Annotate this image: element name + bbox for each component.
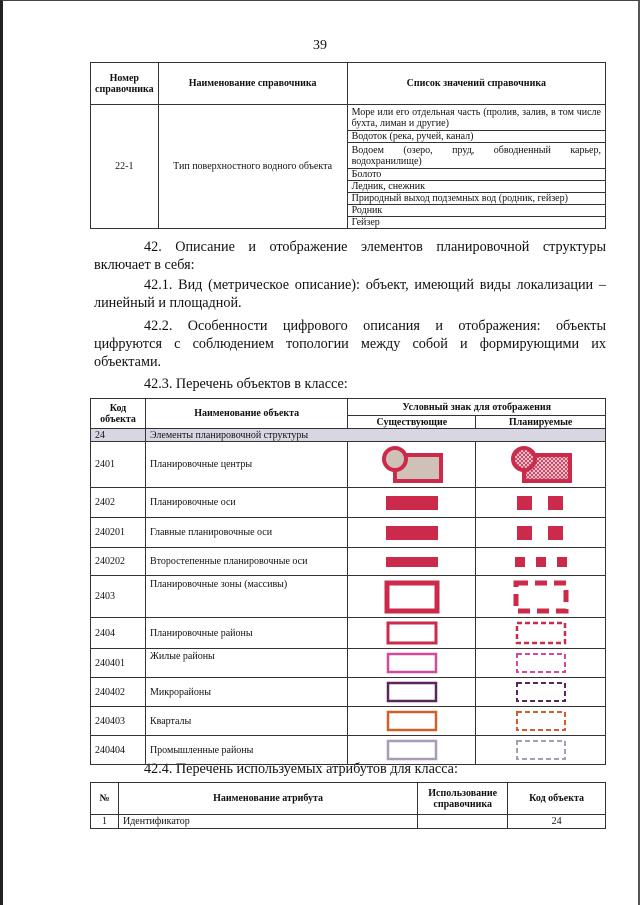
header-attr-name: Наименование атрибута — [118, 783, 417, 815]
symbol-planned — [476, 649, 606, 678]
paragraph-42-3: 42.3. Перечень объектов в классе: — [144, 376, 348, 392]
object-name: Планировочные центры — [145, 442, 347, 488]
object-code: 2404 — [91, 618, 146, 649]
symbol-existing — [348, 488, 476, 518]
object-name: Планировочные районы — [145, 618, 347, 649]
planning-center-existing-symbol — [377, 445, 447, 485]
object-name: Кварталы — [145, 707, 347, 736]
object-code: 240402 — [91, 678, 146, 707]
header-symbol: Условный знак для отображения — [348, 399, 606, 416]
attr-name: Идентификатор — [118, 815, 417, 829]
object-code: 240403 — [91, 707, 146, 736]
paragraph-42-1: 42.1. Вид (метрическое описание): объект, имеющий виды локализации – линейный и площадной. — [94, 277, 606, 311]
axis-existing-symbol — [382, 493, 442, 513]
header-existing: Существующие — [348, 416, 476, 429]
reference-table — [90, 62, 606, 229]
header-attr-code: Код объекта — [508, 783, 606, 815]
symbol-planned — [476, 707, 606, 736]
axis-planned-symbol — [511, 493, 571, 513]
object-name: Жилые районы — [145, 649, 347, 678]
residential-planned-symbol — [513, 651, 569, 675]
symbol-existing — [348, 518, 476, 548]
attributes-table — [90, 782, 606, 829]
district-existing-symbol — [384, 620, 440, 646]
symbol-existing — [348, 649, 476, 678]
header-attr-num: № — [91, 783, 119, 815]
zone-existing-symbol — [382, 579, 442, 615]
header-attr-usage: Использование справочника — [418, 783, 508, 815]
paragraph-42: 42. Описание и отображение элементов планировочной структуры включает в себя: — [94, 239, 606, 273]
header-planned: Планируемые — [476, 416, 606, 429]
attr-num: 1 — [91, 815, 119, 829]
microdistrict-existing-symbol — [384, 680, 440, 704]
symbol-planned — [476, 442, 606, 488]
object-code: 240201 — [91, 518, 146, 548]
symbol-existing — [348, 678, 476, 707]
symbol-planned — [476, 518, 606, 548]
object-name: Микрорайоны — [145, 678, 347, 707]
district-planned-symbol — [513, 620, 569, 646]
ref-value: Ледник, снежник — [347, 181, 605, 193]
microdistrict-planned-symbol — [513, 680, 569, 704]
quarter-existing-symbol — [384, 709, 440, 733]
object-code: 2402 — [91, 488, 146, 518]
object-name: Второстепенные планировочные оси — [145, 548, 347, 576]
group-name: Элементы планировочной структуры — [145, 429, 605, 442]
planning-center-planned-symbol — [506, 445, 576, 485]
secondary-axis-planned-symbol — [511, 553, 571, 571]
symbol-planned — [476, 618, 606, 649]
header-ref-values: Список значений справочника — [347, 63, 605, 105]
symbol-existing — [348, 736, 476, 765]
object-code: 2401 — [91, 442, 146, 488]
main-axis-existing-symbol — [382, 523, 442, 543]
secondary-axis-existing-symbol — [382, 553, 442, 571]
symbol-planned — [476, 576, 606, 618]
object-name: Планировочные зоны (массивы) — [145, 576, 347, 618]
symbol-existing — [348, 442, 476, 488]
main-axis-planned-symbol — [511, 523, 571, 543]
ref-value: Водоем (озеро, пруд, обводненный карьер, водохранилище) — [347, 143, 605, 169]
ref-name: Тип поверхностного водного объекта — [158, 105, 347, 229]
object-name: Планировочные оси — [145, 488, 347, 518]
symbol-existing — [348, 618, 476, 649]
ref-value: Родник — [347, 205, 605, 217]
industrial-existing-symbol — [384, 738, 440, 762]
header-ref-number: Номер справочника — [91, 63, 159, 105]
symbol-existing — [348, 576, 476, 618]
zone-planned-symbol — [511, 579, 571, 615]
paragraph-42-2: 42.2. Особенности цифрового описания и отображения: объекты цифруются с соблюдением топологии между собой и формирующими их объектами. — [94, 318, 606, 370]
header-object-code: Код объекта — [91, 399, 146, 429]
attr-usage — [418, 815, 508, 829]
symbol-existing — [348, 707, 476, 736]
ref-code: 22-1 — [91, 105, 159, 229]
industrial-planned-symbol — [513, 738, 569, 762]
residential-existing-symbol — [384, 651, 440, 675]
quarter-planned-symbol — [513, 709, 569, 733]
ref-value: Гейзер — [347, 217, 605, 229]
group-code: 24 — [91, 429, 146, 442]
object-code: 240404 — [91, 736, 146, 765]
symbol-planned — [476, 548, 606, 576]
object-name: Главные планировочные оси — [145, 518, 347, 548]
symbol-planned — [476, 678, 606, 707]
ref-value: Болото — [347, 169, 605, 181]
header-object-name: Наименование объекта — [145, 399, 347, 429]
attr-code: 24 — [508, 815, 606, 829]
objects-table — [90, 398, 606, 765]
symbol-existing — [348, 548, 476, 576]
page-number: 39 — [313, 38, 327, 53]
ref-value: Море или его отдельная часть (пролив, залив, в том числе бухта, лиман и другие) — [347, 105, 605, 131]
object-code: 240202 — [91, 548, 146, 576]
header-ref-name: Наименование справочника — [158, 63, 347, 105]
paragraph-42-4: 42.4. Перечень используемых атрибутов для класса: — [144, 761, 458, 777]
ref-value: Водоток (река, ручей, канал) — [347, 131, 605, 143]
object-code: 2403 — [91, 576, 146, 618]
object-name: Промышленные районы — [145, 736, 347, 765]
symbol-planned — [476, 488, 606, 518]
symbol-planned — [476, 736, 606, 765]
ref-value: Природный выход подземных вод (родник, гейзер) — [347, 193, 605, 205]
object-code: 240401 — [91, 649, 146, 678]
